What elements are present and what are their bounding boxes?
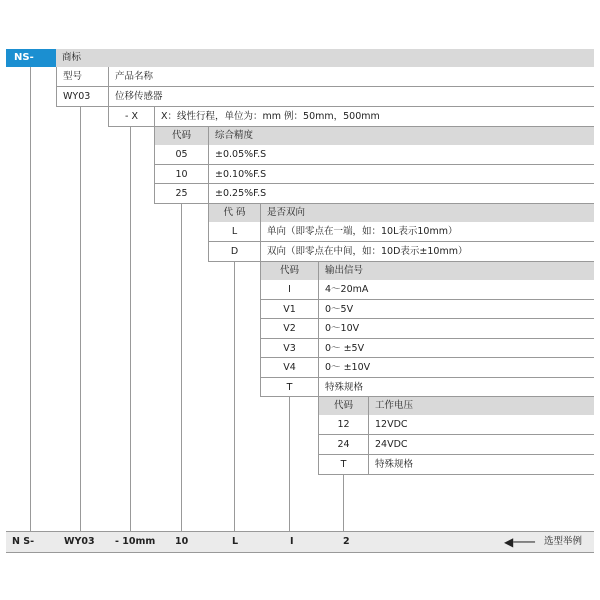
accuracy-col-name: 综合精度 <box>208 127 594 145</box>
voltage-value-cell: 24VDC <box>368 435 594 455</box>
prefix-badge: NS- <box>6 49 56 67</box>
stroke-code: - X <box>108 107 154 127</box>
output-col-code: 代码 <box>260 262 318 280</box>
output-col-name: 输出信号 <box>318 262 594 280</box>
voltage-value-cell: 12VDC <box>368 415 594 435</box>
example-stroke: - 10mm <box>115 536 156 547</box>
output-code-cell: I <box>260 280 318 300</box>
voltage-code-cell: 12 <box>318 415 368 435</box>
accuracy-col-code: 代码 <box>154 127 208 145</box>
voltage-value-cell: 特殊规格 <box>368 455 594 475</box>
example-voltage: 2 <box>343 536 350 547</box>
example-model: WY03 <box>64 536 95 547</box>
connector-line-output <box>289 397 290 531</box>
example-accuracy: 10 <box>175 536 189 547</box>
connector-line-prefix <box>30 67 31 531</box>
direction-code-cell: D <box>208 242 260 262</box>
accuracy-code-cell: 25 <box>154 184 208 204</box>
output-code-cell: V1 <box>260 300 318 320</box>
brand-header: 商标 <box>56 49 594 67</box>
output-value-cell: 0～10V <box>318 319 594 339</box>
product-name-label: 产品名称 <box>108 67 594 87</box>
output-value-cell: 特殊规格 <box>318 378 594 398</box>
voltage-col-code: 代码 <box>318 397 368 415</box>
output-code-cell: V4 <box>260 358 318 378</box>
direction-code-cell: L <box>208 222 260 242</box>
direction-value-cell: 单向（即零点在一端，如：10L表示10mm） <box>260 222 594 242</box>
example-label: 选型举例 <box>544 536 583 547</box>
product-name-value: 位移传感器 <box>108 87 594 107</box>
connector-line-direction <box>234 261 235 531</box>
direction-col-code: 代 码 <box>208 204 260 222</box>
accuracy-code-cell: 10 <box>154 165 208 185</box>
direction-col-name: 是否双向 <box>260 204 594 222</box>
output-code-cell: V2 <box>260 319 318 339</box>
example-prefix: N S- <box>12 536 35 547</box>
arrow-left-icon: ◀─── <box>504 535 535 549</box>
voltage-code-cell: 24 <box>318 435 368 455</box>
accuracy-value-cell: ±0.10%F.S <box>208 165 594 185</box>
example-output: I <box>290 536 294 547</box>
stroke-description: X：线性行程，单位为：mm 例：50mm，500mm <box>154 107 594 127</box>
accuracy-value-cell: ±0.25%F.S <box>208 184 594 204</box>
example-bar <box>6 531 594 553</box>
voltage-col-name: 工作电压 <box>368 397 594 415</box>
example-direction: L <box>232 536 239 547</box>
accuracy-code-cell: 05 <box>154 145 208 165</box>
model-value: WY03 <box>56 87 108 107</box>
output-code-cell: T <box>260 378 318 398</box>
connector-line-accuracy <box>181 203 182 531</box>
output-value-cell: 0～ ±5V <box>318 339 594 359</box>
connector-line-model <box>80 107 81 531</box>
connector-line-stroke <box>130 127 131 531</box>
output-value-cell: 0～ ±10V <box>318 358 594 378</box>
output-code-cell: V3 <box>260 339 318 359</box>
model-label: 型号 <box>56 67 108 87</box>
voltage-code-cell: T <box>318 455 368 475</box>
direction-value-cell: 双向（即零点在中间，如：10D表示±10mm） <box>260 242 594 262</box>
output-value-cell: 4～20mA <box>318 280 594 300</box>
accuracy-value-cell: ±0.05%F.S <box>208 145 594 165</box>
connector-line-voltage <box>343 475 344 531</box>
output-value-cell: 0～5V <box>318 300 594 320</box>
